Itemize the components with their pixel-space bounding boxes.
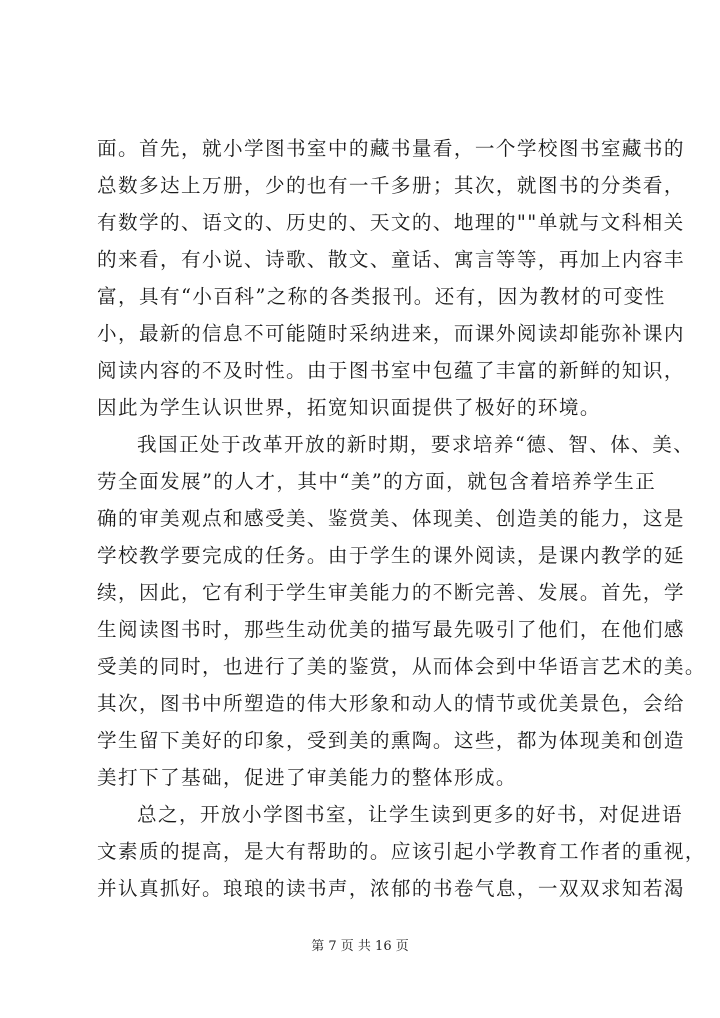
text-line: 并认真抓好。琅琅的读书声，浓郁的书卷气息，一双双求知若渴 <box>97 877 685 900</box>
text-line: 确的审美观点和感受美、鉴赏美、体现美、创造美的能力，这是 <box>97 507 685 530</box>
text-line: 学生留下美好的印象，受到美的熏陶。这些，都为体现美和创造 <box>97 729 685 752</box>
text-line: 续，因此，它有利于学生审美能力的不断完善、发展。首先，学 <box>97 581 685 604</box>
text-line: 因此为学生认识世界，拓宽知识面提供了极好的环境。 <box>97 396 601 419</box>
text-line: 的来看，有小说、诗歌、散文、童话、寓言等等，再加上内容丰 <box>97 248 685 271</box>
text-line: 生阅读图书时，那些生动优美的描写最先吸引了他们，在他们感 <box>97 618 685 641</box>
text-line: 有数学的、语文的、历史的、天文的、地理的""单就与文科相关 <box>97 211 685 234</box>
page-number-footer: 第 7 页 共 16 页 <box>311 939 409 954</box>
text-line: 总数多达上万册，少的也有一千多册；其次，就图书的分类看， <box>97 174 685 197</box>
paragraph-start-line: 我国正处于改革开放的新时期，要求培养“德、智、体、美、 <box>137 433 695 456</box>
text-line: 受美的同时，也进行了美的鉴赏，从而体会到中华语言艺术的美。 <box>97 655 706 678</box>
text-line: 学校教学要完成的任务。由于学生的课外阅读，是课内教学的延 <box>97 544 685 567</box>
text-line: 劳全面发展”的人才，其中“美”的方面，就包含着培养学生正 <box>97 470 657 493</box>
paragraph-start-line: 总之，开放小学图书室，让学生读到更多的好书，对促进语 <box>137 803 683 826</box>
text-line: 文素质的提高，是大有帮助的。应该引起小学教育工作者的重视， <box>97 840 706 863</box>
text-line: 小，最新的信息不可能随时采纳进来，而课外阅读却能弥补课内 <box>97 322 685 345</box>
text-line: 其次，图书中所塑造的伟大形象和动人的情节或优美景色，会给 <box>97 692 685 715</box>
text-line: 富，具有“小百科”之称的各类报刊。还有，因为教材的可变性 <box>97 285 666 308</box>
text-line: 美打下了基础，促进了审美能力的整体形成。 <box>97 766 517 789</box>
text-line: 阅读内容的不及时性。由于图书室中包蕴了丰富的新鲜的知识， <box>97 359 685 382</box>
text-line: 面。首先，就小学图书室中的藏书量看，一个学校图书室藏书的 <box>97 137 685 160</box>
